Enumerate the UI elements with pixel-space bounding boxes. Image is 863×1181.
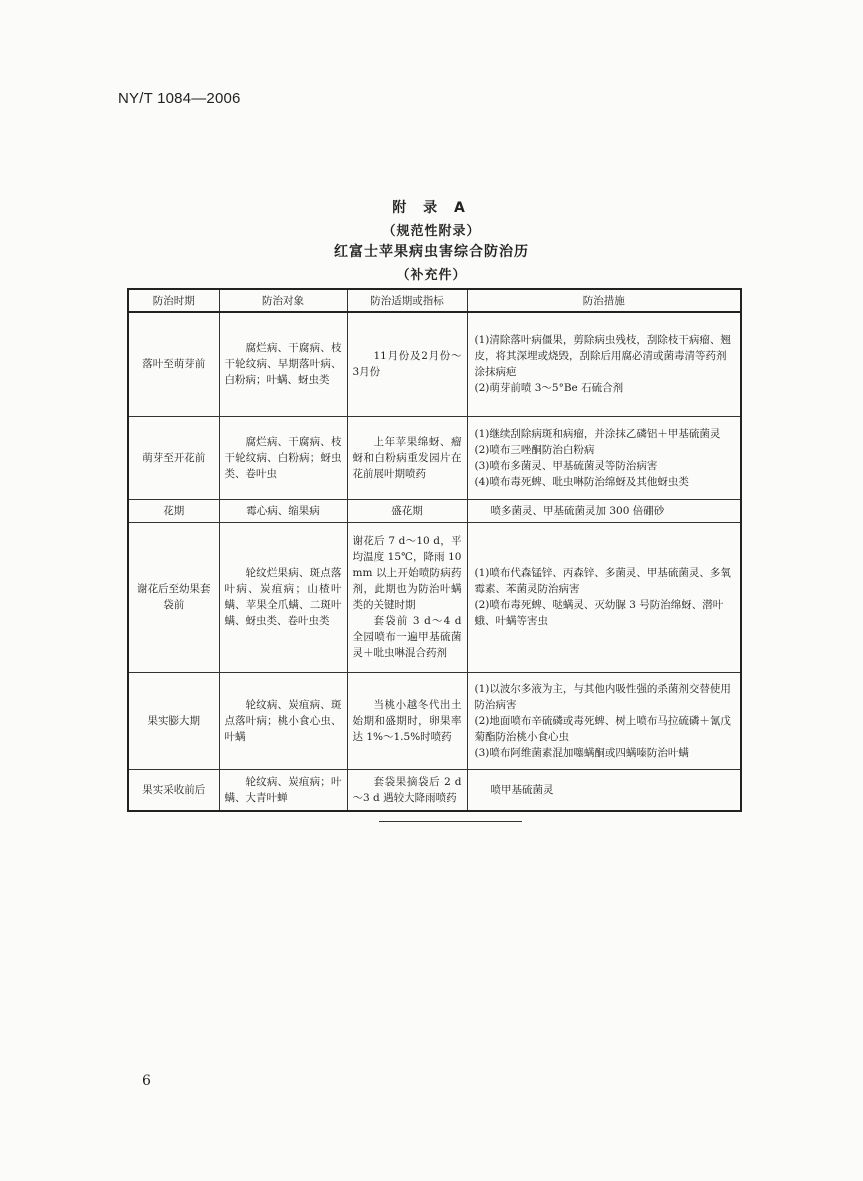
measure-item: (3)喷布阿维菌素混加噻螨酮或四螨嗪防治叶螨 bbox=[474, 746, 689, 759]
target-cell: 霉心病、缩果病 bbox=[219, 499, 347, 522]
table-row bbox=[128, 672, 741, 769]
timing-text: 当桃小越冬代出土始期和盛期时，卵果率达 1%～1.5%时喷药 bbox=[352, 698, 462, 743]
period-cell: 果实采收前后 bbox=[128, 769, 219, 811]
measure-item: (3)喷布多菌灵、甲基硫菌灵等防治病害 bbox=[474, 459, 658, 472]
measures-cell bbox=[467, 522, 741, 672]
measure-item: 喷多菌灵、甲基硫菌灵加 300 倍硼砂 bbox=[490, 504, 665, 517]
measure-item: (2)地面喷布辛硫磷或毒死蜱、树上喷布马拉硫磷＋氰戊菊酯防治桃小食心虫 bbox=[474, 714, 731, 743]
measure-item: (1)清除落叶病僵果，剪除病虫残枝，刮除枝干病瘤、翘皮，将其深埋或烧毁，刮除后用腐必清或菌毒清等药剂涂抹病疤 bbox=[474, 334, 731, 379]
measures-cell bbox=[467, 312, 741, 416]
column-header-target: 防治对象 bbox=[219, 289, 347, 312]
target-cell: 轮纹病、炭疽病；叶螨、大青叶蝉 bbox=[219, 769, 347, 811]
period-cell: 落叶至萌芽前 bbox=[128, 312, 219, 416]
table-header-row bbox=[128, 289, 741, 312]
measure-item: 喷甲基硫菌灵 bbox=[490, 783, 554, 796]
target-cell: 腐烂病、干腐病、枝干轮纹病、白粉病；蚜虫类、卷叶虫 bbox=[219, 416, 347, 499]
control-schedule-table bbox=[127, 288, 742, 812]
period-cell: 果实膨大期 bbox=[128, 672, 219, 769]
measures-cell bbox=[467, 416, 741, 499]
table-row bbox=[128, 416, 741, 499]
period-cell: 萌芽至开花前 bbox=[128, 416, 219, 499]
measures-cell bbox=[467, 672, 741, 769]
period-cell: 花期 bbox=[128, 499, 219, 522]
table-row bbox=[128, 522, 741, 672]
target-cell: 腐烂病、干腐病、枝干轮纹病、早期落叶病、白粉病；叶螨、蚜虫类 bbox=[219, 312, 347, 416]
timing-cell bbox=[347, 672, 467, 769]
measure-item: (2)喷布毒死蜱、哒螨灵、灭幼脲 3 号防治绵蚜、潜叶蛾、叶螨等害虫 bbox=[474, 599, 724, 627]
timing-text: 盛花期 bbox=[391, 504, 423, 517]
table-row bbox=[128, 312, 741, 416]
document-id: NY/T 1084—2006 bbox=[118, 90, 241, 107]
timing-text: 谢花后 7 d～10 d，平均温度 15℃，降雨 10 mm 以上开始喷防病药剂，此期也为防治叶螨类的关键时期 bbox=[352, 535, 462, 611]
appendix-note: （补充件） bbox=[396, 268, 467, 283]
timing-cell bbox=[347, 312, 467, 416]
target-cell: 轮纹病、炭疽病、斑点落叶病；桃小食心虫、叶螨 bbox=[219, 672, 347, 769]
timing-cell bbox=[347, 522, 467, 672]
appendix-name: 红富士苹果病虫害综合防治历 bbox=[334, 244, 529, 260]
end-divider bbox=[379, 821, 522, 822]
measures-cell bbox=[467, 499, 741, 522]
page-number: 6 bbox=[142, 1073, 151, 1089]
measure-item: (1)继续刮除病斑和病瘤，并涂抹乙磷铝＋甲基硫菌灵 bbox=[474, 427, 721, 440]
column-header-period: 防治时期 bbox=[128, 289, 219, 312]
measures-cell bbox=[467, 769, 741, 811]
timing-cell bbox=[347, 499, 467, 522]
timing-text: 套袋果摘袋后 2 d～3 d 遇较大降雨喷药 bbox=[352, 775, 462, 804]
measure-item: (2)喷布三唑酮防治白粉病 bbox=[474, 443, 595, 456]
measure-item: (2)萌芽前喷 3～5°Be 石硫合剂 bbox=[474, 382, 624, 395]
target-cell: 轮纹烂果病、斑点落叶病、炭疽病；山楂叶螨、苹果全爪螨、二斑叶螨、蚜虫类、卷叶虫类 bbox=[219, 522, 347, 672]
timing-text: 上年苹果绵蚜、瘤蚜和白粉病重发园片在花前展叶期喷药 bbox=[352, 435, 462, 480]
table-row bbox=[128, 769, 741, 811]
period-cell: 谢花后至幼果套袋前 bbox=[128, 522, 219, 672]
measure-item: (4)喷布毒死蜱、吡虫啉防治绵蚜及其他蚜虫类 bbox=[474, 475, 689, 488]
table-row bbox=[128, 499, 741, 522]
column-header-measures: 防治措施 bbox=[467, 289, 741, 312]
appendix-title: 附 录 A bbox=[392, 200, 471, 216]
timing-cell bbox=[347, 769, 467, 811]
column-header-timing: 防治适期或指标 bbox=[347, 289, 467, 312]
measure-item: (1)以波尔多液为主，与其他内吸性强的杀菌剂交替使用防治病害 bbox=[474, 682, 731, 711]
timing-cell bbox=[347, 416, 467, 499]
appendix-type: （规范性附录） bbox=[382, 224, 481, 239]
timing-text: 套袋前 3 d～4 d 全园喷布一遍甲基硫菌灵＋吡虫啉混合药剂 bbox=[352, 615, 462, 659]
measure-item: (1)喷布代森锰锌、丙森锌、多菌灵、甲基硫菌灵、多氧霉素、苯菌灵防治病害 bbox=[474, 567, 731, 595]
timing-text: 11月份及2月份～3月份 bbox=[352, 350, 462, 379]
